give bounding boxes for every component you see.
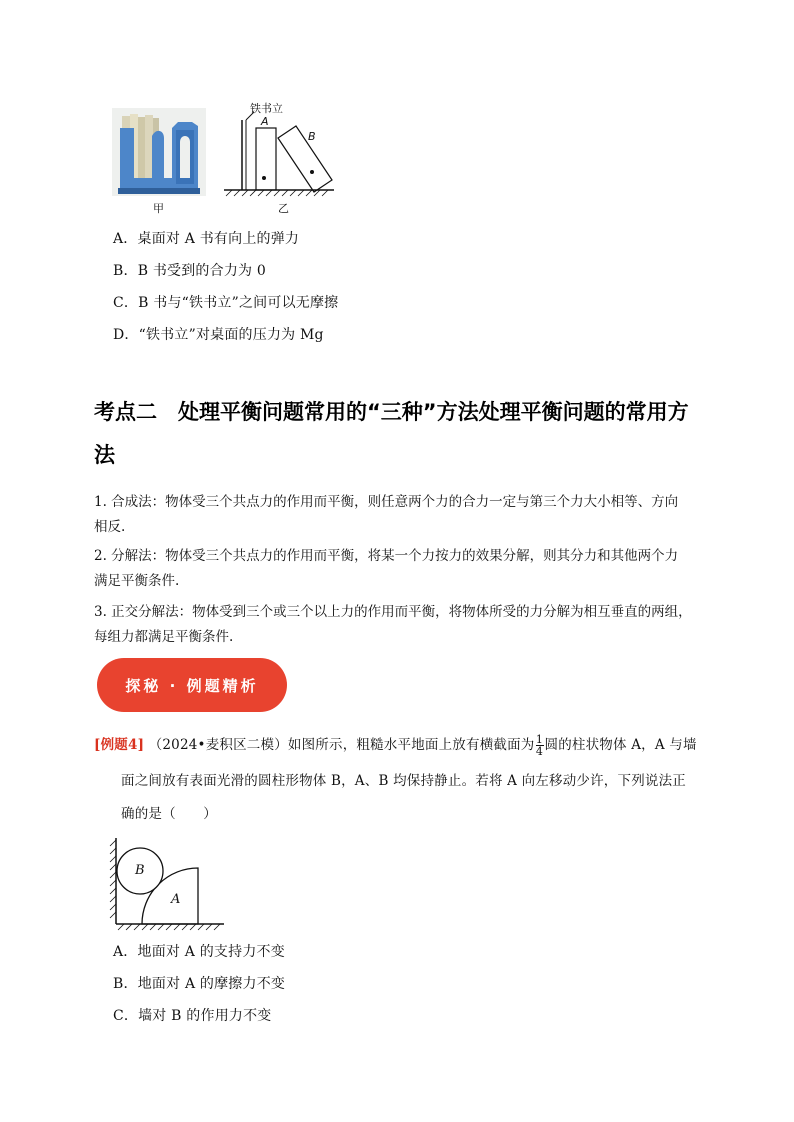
q2-option-a: A．地面对 A 的支持力不变 — [113, 944, 285, 960]
fraction-numerator: 1 — [535, 733, 544, 746]
q1-option-c: C．B 书与“铁书立”之间可以无摩擦 — [113, 295, 339, 311]
wall-cylinder-diagram — [108, 834, 228, 932]
caption-right: 乙 — [278, 202, 289, 215]
q1-option-a: A．桌面对 A 书有向上的弹力 — [113, 231, 300, 247]
method-2-line1: 2. 分解法：物体受三个共点力的作用而平衡，将某一个力按力的效果分解，则其分力和其他两个力 — [94, 548, 679, 564]
example-line1-after: 圆的柱状物体 A，A 与墙 — [544, 737, 697, 753]
bookend-photo-image — [112, 108, 206, 196]
fraction-denominator: 4 — [535, 745, 544, 758]
method-3-line1: 3. 正交分解法：物体受到三个或三个以上力的作用而平衡，将物体所受的力分解为相互垂直的两组， — [94, 604, 692, 620]
label-book-b: B — [308, 130, 316, 143]
caption-left: 甲 — [153, 202, 164, 215]
example-line2: 面之间放有表面光滑的圆柱形物体 B，A、B 均保持静止。若将 A 向左移动少许，下列说法正 — [121, 773, 687, 789]
q2-option-c: C．墙对 B 的作用力不变 — [113, 1008, 272, 1024]
figure-bookend-photo — [112, 108, 206, 196]
label-stand: 铁书立 — [250, 102, 283, 115]
figure-wall-cylinders — [108, 834, 228, 932]
label-book-a: A — [261, 115, 269, 128]
method-2-line2: 满足平衡条件. — [94, 573, 180, 589]
example-banner — [97, 658, 287, 712]
section-title-line2: 法 — [94, 443, 115, 467]
q1-option-d: D．“铁书立”对桌面的压力为 Mg — [113, 327, 324, 343]
fraction-quarter — [536, 734, 544, 757]
section-title-line1: 考点二 处理平衡问题常用的“三种”方法处理平衡问题的常用方 — [94, 400, 689, 424]
method-1-line1: 1. 合成法：物体受三个共点力的作用而平衡，则任意两个力的合力一定与第三个力大小相等、方向 — [94, 494, 679, 510]
method-1-line2: 相反. — [94, 519, 126, 535]
example-banner-label: 探秘 · 例题精析 — [125, 676, 259, 695]
label-cylinder-a: A — [171, 892, 181, 907]
example-line3: 确的是（ ） — [121, 806, 217, 822]
q2-option-b: B．地面对 A 的摩擦力不变 — [113, 976, 286, 992]
method-3-line2: 每组力都满足平衡条件. — [94, 629, 234, 645]
example-line1 — [94, 734, 697, 757]
q1-option-b: B．B 书受到的合力为 0 — [113, 263, 266, 279]
example-tag: [例题4] — [94, 737, 145, 753]
label-cylinder-b: B — [135, 863, 145, 878]
example-line1-before: （2024•麦积区二模）如图所示，粗糙水平地面上放有横截面为 — [148, 737, 535, 753]
